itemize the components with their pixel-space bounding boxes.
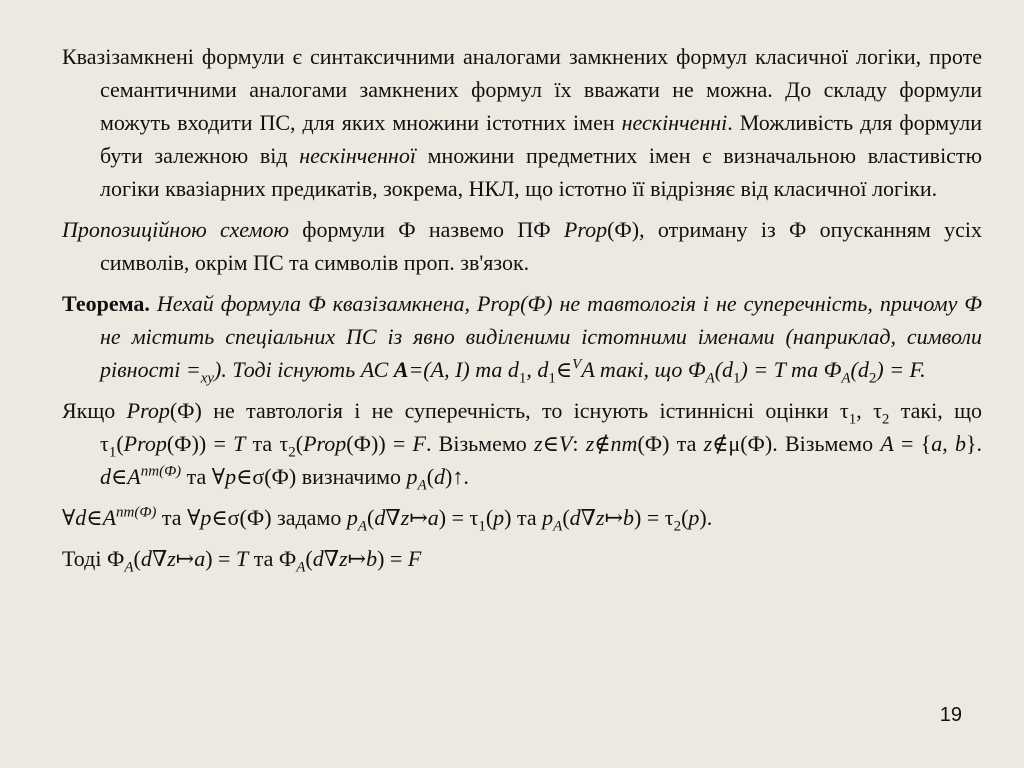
text-run: ∉ [594,431,611,456]
text-run: p [493,505,505,530]
slide-body [62,40,982,583]
text-run: T [235,546,249,571]
text-run: A [393,357,409,382]
text-run: A [357,518,368,535]
text-run: ∈ [542,431,559,456]
text-run: Prop [126,398,170,423]
text-run: Prop [123,431,167,456]
text-run: ( [295,431,304,456]
text-run: ( [426,464,435,489]
text-run: 1 [478,518,486,535]
text-run: та ∀ [181,464,226,489]
text-run: 2 [881,411,890,428]
text-run: та τ [245,431,289,456]
text-run: . Можливість для формули бути залежною від [100,110,982,168]
text-run: nm [610,431,638,456]
text-run: (Ф) та [637,431,704,456]
text-run: ) = T та Ф [740,357,842,382]
text-run: = { [893,431,932,456]
text-run: 1 [518,370,527,387]
text-run: ( [562,505,570,530]
text-run: A [296,559,306,576]
text-run: такі, що τ [100,398,983,456]
text-run: a [194,546,206,571]
text-run: )↑. [445,464,469,489]
text-run: , [942,431,955,456]
paragraph-proof-assignment [62,501,982,534]
text-run: , d [526,357,549,382]
text-run: F [412,431,426,456]
text-run: (Ф) не тавтологія і не суперечність, то існують істиннісні оцінки τ [169,398,849,423]
text-run: ↦ [347,546,367,571]
text-run: xy [200,370,215,387]
text-run: ∀ [62,505,76,530]
text-run: ∉μ(Ф). Візьмемо [712,431,881,456]
text-run: (Ф)) = [346,431,413,456]
text-run: Пропозиційною схемою [62,217,290,242]
text-run: Нехай формула Ф квазізамкнена, Prop(Ф) не тавтологія і не суперечність, причому Ф не містить спеціальних ПС із явно виділеними істотними іменами (наприклад, символи рівності = [100,291,982,382]
text-run: z [596,505,605,530]
text-run: z [585,431,595,456]
text-run: ∈ [111,464,128,489]
text-run: d [140,546,152,571]
text-run: Тоді Ф [62,546,125,571]
text-run: ( [681,505,689,530]
text-run: ↦ [175,546,195,571]
text-run: (d [850,357,869,382]
text-run: 2 [288,444,296,461]
text-run: p [200,505,212,530]
text-run: }. [965,431,982,456]
page-number: 19 [939,704,962,726]
text-run: p [688,505,700,530]
text-run: ) = τ [634,505,674,530]
text-run: ∈σ(Ф) задамо [211,505,347,530]
text-run: ) = τ [438,505,479,530]
text-run: ( [485,505,494,530]
text-run: ). [699,505,713,530]
text-run: p [406,464,418,489]
text-run: A [553,518,563,535]
text-run: множини предметних імен є визначальною властивістю логіки квазіарних предикатів, зокрема, НКЛ, що істотно її відрізняє від класичної логіки. [100,143,982,201]
text-run: (Ф)) = [166,431,234,456]
text-run: : [572,431,586,456]
text-run: (d [714,357,734,382]
text-run: формули Ф назвемо ПФ [289,217,564,242]
paragraph-quasi-closed [62,40,982,205]
text-run: Теорема. [62,291,150,316]
text-run: d [434,464,446,489]
text-run: V [572,356,582,373]
text-run: (Ф), отриману із Ф опусканням усіх символів, окрім ПС та символів проп. зв'язок. [100,217,983,275]
text-run: ↦ [604,505,624,530]
text-run: z [534,431,543,456]
text-run: A [124,559,134,576]
text-run: ∇ [323,546,340,571]
text-run: ) = F. [876,357,926,382]
text-run: p [225,464,237,489]
text-run: 2 [868,370,877,387]
text-run: nm(Ф) [140,463,182,480]
paragraph-proof-valuations [62,394,982,493]
text-run: ↦ [409,505,428,530]
text-run: F [407,546,422,571]
text-run: a [931,431,943,456]
text-run: 2 [673,518,682,535]
text-run: A [841,370,851,387]
paragraph-proof-conclusion [62,542,982,575]
text-run: Якщо [62,398,127,423]
text-run: d [100,464,111,489]
paragraph-theorem [62,287,982,386]
text-run: p [542,505,554,530]
text-run: A [417,477,427,494]
text-run: Prop [303,431,347,456]
text-run: ( [305,546,313,571]
text-run: d [569,505,581,530]
text-run: ) = [205,546,236,571]
text-run: A такі, що Ф [581,357,706,382]
text-run: ( [133,546,141,571]
text-run: A [705,370,715,387]
text-run: a [427,505,439,530]
text-run: A [102,505,117,530]
text-run: A [880,431,894,456]
text-run: =(A, I) та d [408,357,519,382]
text-run: ∇ [580,505,597,530]
text-run: ∈σ(Ф) визначимо [236,464,407,489]
text-run: A [127,464,141,489]
text-run: 1 [848,411,857,428]
text-run: та ∀ [156,505,201,530]
text-run: z [703,431,713,456]
text-run: нескінченної [299,143,416,168]
text-run: ∇ [385,505,401,530]
text-run: z [167,546,176,571]
paragraph-propositional-scheme [62,213,982,279]
text-run: нескінченні [621,110,728,135]
text-run: d [374,505,386,530]
text-run: . Візьмемо [425,431,535,456]
text-run: 1 [548,370,556,387]
text-run: ∇ [151,546,168,571]
text-run: ) та [504,505,543,530]
text-run: z [400,505,410,530]
text-run: та Ф [248,546,297,571]
text-run: z [339,546,348,571]
text-run: T [233,431,246,456]
text-run: 1 [733,370,741,387]
text-run: b [366,546,378,571]
text-run: ( [116,431,124,456]
text-run: 1 [108,444,117,461]
text-run: d [75,505,87,530]
text-run: ∈ [86,505,103,530]
text-run: d [312,546,324,571]
text-run: ). Тоді існують АС [214,357,394,382]
text-run: nm(Ф) [116,504,157,521]
text-run: , τ [856,398,882,423]
text-run: ∈ [555,357,573,382]
text-run: b [954,431,966,456]
text-run: V [558,431,573,456]
text-run: b [623,505,635,530]
text-run: Квазізамкнені формули є синтаксичними аналогами замкнених формул класичної логіки, проте семантичними аналогами замкнених формул їх вважати не можна. До складу формули можуть входити ПС, для яких множини істотних імен [62,44,982,135]
text-run: ( [367,505,375,530]
text-run: p [346,505,358,530]
text-run: ) = [377,546,408,571]
text-run: Prop [563,217,608,242]
